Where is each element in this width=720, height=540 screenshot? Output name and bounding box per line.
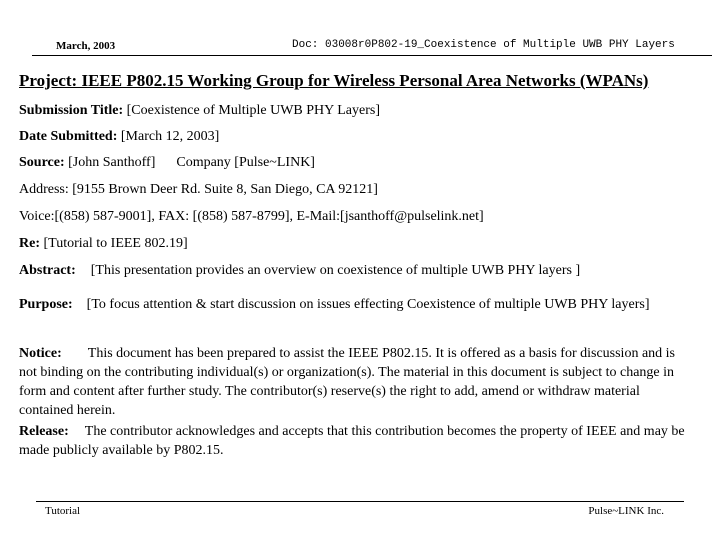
date-submitted-line <box>19 129 219 145</box>
abstract-line <box>19 263 580 279</box>
header-date: March, 2003 <box>56 40 116 52</box>
notice-paragraph <box>19 344 691 420</box>
source-value: [John Santhoff] <box>68 155 156 170</box>
header-doc-id: Doc: 03008r0P802-19_Coexistence of Multiple UWB PHY Layers <box>292 39 675 51</box>
date-submitted-label: Date Submitted: <box>19 129 118 144</box>
re-value: [Tutorial to IEEE 802.19] <box>43 236 188 251</box>
release-value: The contributor acknowledges and accepts that this contribution becomes the property of IEEE and may be made publicly available by P802.15. <box>19 424 685 458</box>
date-submitted-value: [March 12, 2003] <box>120 129 220 144</box>
submission-title-value: [Coexistence of Multiple UWB PHY Layers] <box>126 103 381 118</box>
notice-label: Notice: <box>19 346 62 361</box>
release-label: Release: <box>19 424 69 439</box>
footer-divider <box>36 501 684 502</box>
address-line: Address: [9155 Brown Deer Rd. Suite 8, San Diego, CA 92121] <box>19 182 378 197</box>
contact-line: Voice:[(858) 587-9001], FAX: [(858) 587-8799], E-Mail:[jsanthoff@pulselink.net] <box>19 209 484 224</box>
footer-right: Pulse~LINK Inc. <box>588 505 664 517</box>
source-label: Source: <box>19 155 65 170</box>
abstract-value: [This presentation provides an overview on coexistence of multiple UWB PHY layers ] <box>90 263 581 278</box>
header-divider <box>32 55 712 56</box>
re-label: Re: <box>19 236 40 251</box>
submission-title-line <box>19 103 380 119</box>
notice-value: This document has been prepared to assist the IEEE P802.15. It is offered as a basis for discussion and is not binding on the contributing individual(s) or organization(s). The material in this document is subject to change in form and content after further study. The contributor(s) reserve(s) the right to add, amend or withdraw material contained herein. <box>19 346 675 418</box>
submission-title-label: Submission Title: <box>19 103 124 118</box>
source-line <box>19 155 315 171</box>
footer-left: Tutorial <box>45 505 81 517</box>
purpose-paragraph <box>19 295 691 314</box>
source-company: Company [Pulse~LINK] <box>176 155 315 170</box>
project-title: Project: IEEE P802.15 Working Group for Wireless Personal Area Networks (WPANs) <box>19 71 649 90</box>
purpose-label: Purpose: <box>19 297 73 312</box>
release-paragraph <box>19 422 691 460</box>
purpose-value: [To focus attention & start discussion on issues effecting Coexistence of multiple UWB PHY layers] <box>86 297 650 312</box>
abstract-label: Abstract: <box>19 263 76 278</box>
re-line <box>19 236 188 252</box>
